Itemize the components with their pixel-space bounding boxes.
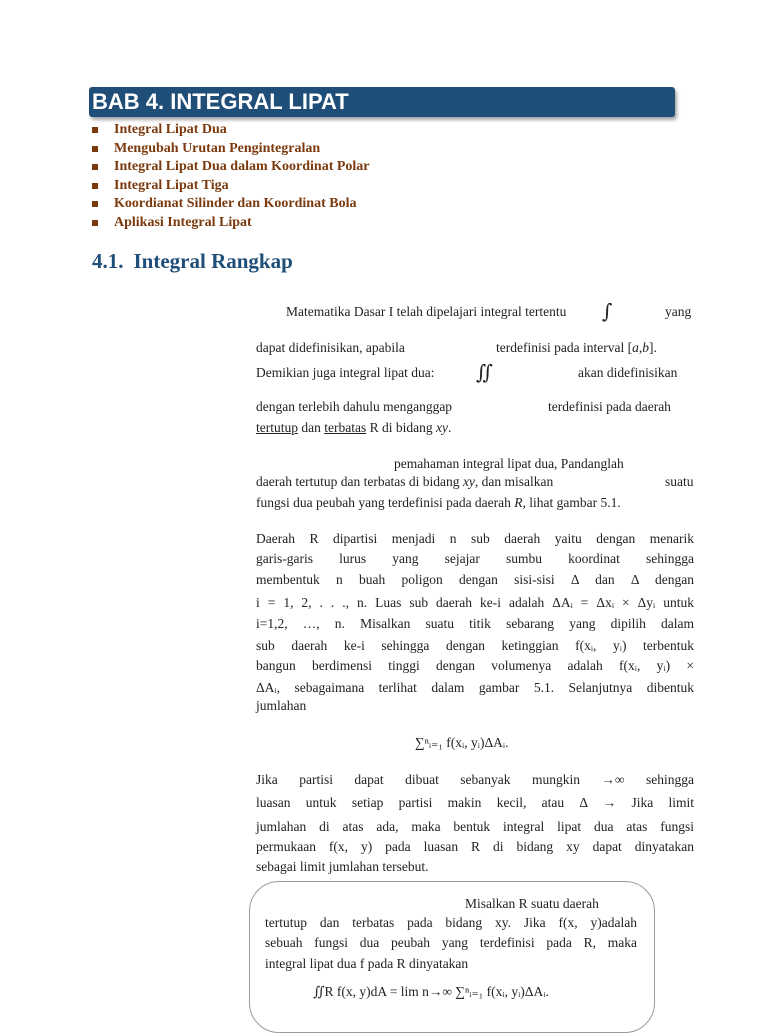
- p4-line-5: sebagai limit jumlahan tersebut.: [256, 859, 429, 874]
- topic-list: [92, 121, 370, 233]
- definition-line-4: integral lipat dua f pada R dinyatakan: [265, 956, 469, 971]
- topic-item: Aplikasi Integral Lipat: [92, 214, 370, 233]
- integral-sign-icon: ∫: [602, 299, 613, 323]
- intro-line-5: tertutup dan terbatas R di bidang xy.: [256, 420, 452, 435]
- p3-line-1: Daerah R dipartisi menjadi n sub daerah yaitu dengan menarik: [256, 531, 694, 546]
- square-bullet-icon: [92, 164, 98, 170]
- p3-line-7: bangun berdimensi tinggi dengan volumenya adalah f(xᵢ, yᵢ) ×: [256, 658, 694, 673]
- chapter-title: BAB 4. INTEGRAL LIPAT: [92, 89, 349, 114]
- double-integral-sign-icon: ∬: [476, 360, 494, 384]
- topic-item: Koordianat Silinder dan Koordinat Bola: [92, 195, 370, 214]
- p3-line-9: jumlahan: [256, 698, 307, 713]
- section-number: 4.1.: [92, 249, 124, 273]
- p2-line-3: fungsi dua peubah yang terdefinisi pada daerah R, lihat gambar 5.1.: [256, 495, 621, 510]
- square-bullet-icon: [92, 146, 98, 152]
- p2-line-2: daerah tertutup dan terbatas di bidang xy, dan misalkan suatu: [256, 474, 694, 489]
- definition-line-3: sebuah fungsi dua peubah yang terdefinisi pada R, maka: [265, 935, 637, 950]
- section-heading: [92, 247, 293, 275]
- square-bullet-icon: [92, 127, 98, 133]
- definition-line-1: Misalkan R suatu daerah: [465, 896, 599, 911]
- chapter-banner: [89, 87, 675, 117]
- sum-formula: ∑ⁿᵢ₌₁ f(xᵢ, yᵢ)ΔAᵢ.: [415, 735, 509, 750]
- topic-item: Mengubah Urutan Pengintegralan: [92, 140, 370, 159]
- section-title: Integral Rangkap: [133, 249, 293, 273]
- square-bullet-icon: [92, 183, 98, 189]
- topic-item: Integral Lipat Dua dalam Koordinat Polar: [92, 158, 370, 177]
- square-bullet-icon: [92, 220, 98, 226]
- p4-line-3: jumlahan di atas ada, maka bentuk integral lipat dua atas fungsi: [256, 819, 694, 834]
- square-bullet-icon: [92, 201, 98, 207]
- definition-line-2: tertutup dan terbatas pada bidang xy. Jika f(x, y)adalah: [265, 915, 637, 930]
- p3-line-6: sub daerah ke-i sehingga dengan ketinggian f(xᵢ, yᵢ) terbentuk: [256, 638, 694, 653]
- p3-line-4: i = 1, 2, . . ., n. Luas sub daerah ke-i adalah ΔAᵢ = Δxᵢ × Δyᵢ untuk: [256, 595, 694, 610]
- p3-line-3: membentuk n buah poligon dengan sisi-sisi Δ dan Δ dengan: [256, 572, 694, 587]
- p3-line-5: i=1,2, …, n. Misalkan suatu titik sebarang yang dipilih dalam: [256, 616, 694, 631]
- p4-line-2: luasan untuk setiap partisi makin kecil, atau Δ → Jika limit: [256, 795, 694, 810]
- p3-line-8: ΔAᵢ, sebagaimana terlihat dalam gambar 5.1. Selanjutnya dibentuk: [256, 680, 694, 695]
- topic-item: Integral Lipat Dua: [92, 121, 370, 140]
- definition-formula: ∬R f(x, y)dA = lim n→∞ ∑ⁿᵢ₌₁ f(xᵢ, yᵢ)ΔAᵢ.: [313, 984, 549, 999]
- p4-line-1: Jika partisi dapat dibuat sebanyak mungkin →∞ sehingga: [256, 772, 694, 787]
- topic-item: Integral Lipat Tiga: [92, 177, 370, 196]
- p3-line-2: garis-garis lurus yang sejajar sumbu koordinat sehingga: [256, 551, 694, 566]
- p4-line-4: permukaan f(x, y) pada luasan R di bidang xy dapat dinyatakan: [256, 839, 694, 854]
